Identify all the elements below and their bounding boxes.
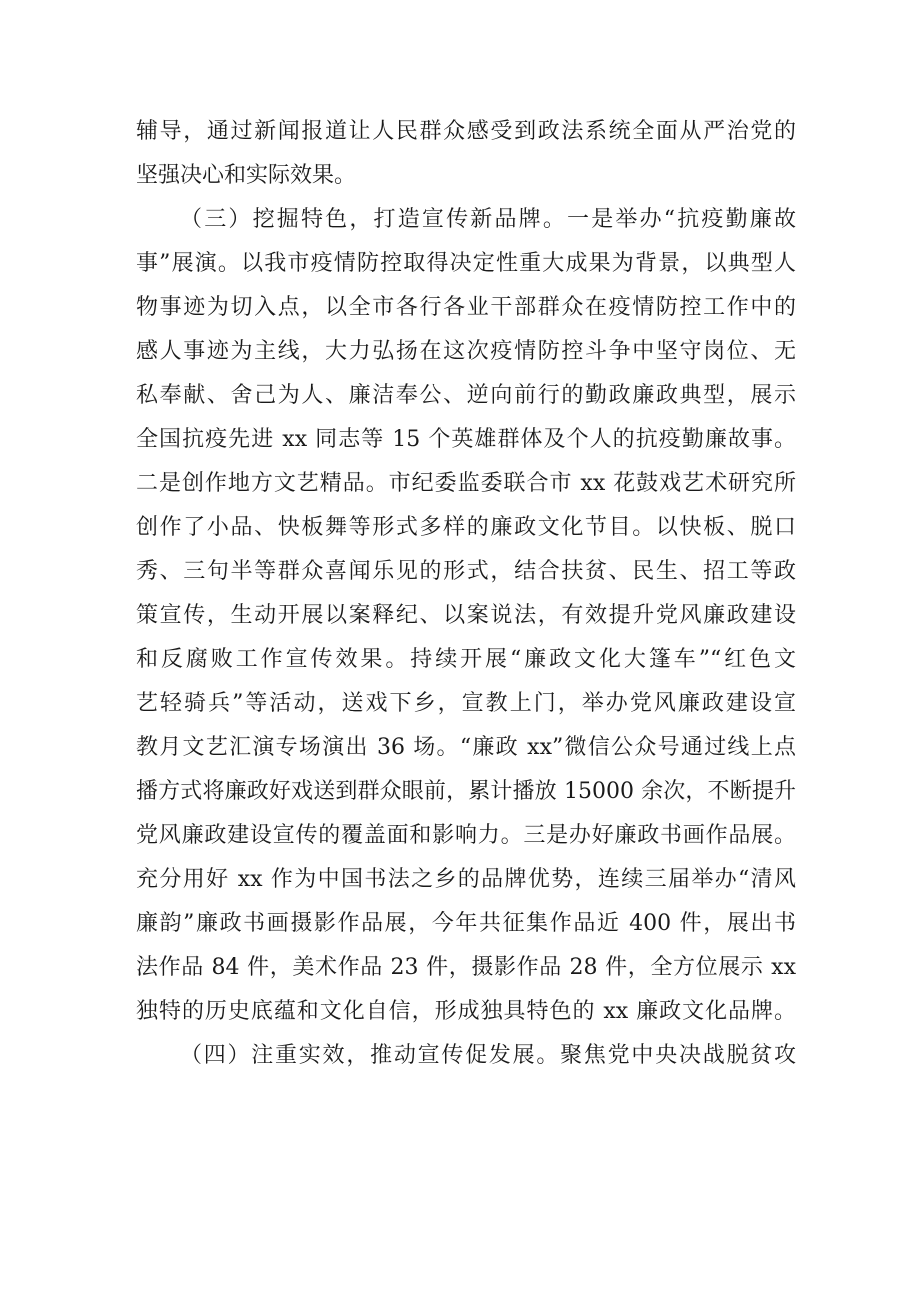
text-line: 教月文艺汇演专场演出 36 场。“廉政 xx”微信公众号通过线上点 bbox=[136, 735, 796, 760]
text-line: 感人事迹为主线，大力弘扬在这次疫情防控斗争中坚守岗位、无 bbox=[136, 339, 796, 364]
text-line: 辅导，通过新闻报道让人民群众感受到政法系统全面从严治党的 bbox=[136, 119, 796, 144]
text-line: 秀、三句半等群众喜闻乐见的形式，结合扶贫、民生、招工等政 bbox=[136, 559, 796, 584]
text-line: 策宣传，生动开展以案释纪、以案说法，有效提升党风廉政建设 bbox=[136, 603, 796, 628]
text-line: 播方式将廉政好戏送到群众眼前，累计播放 15000 余次，不断提升 bbox=[136, 779, 796, 804]
text-line: 法作品 84 件，美术作品 23 件，摄影作品 28 件，全方位展示 xx bbox=[136, 955, 796, 980]
text-line: 艺轻骑兵”等活动，送戏下乡，宣教上门，举办党风廉政建设宣 bbox=[136, 691, 796, 716]
section-heading-line: （四）注重实效，推动宣传促发展。聚焦党中央决战脱贫攻 bbox=[180, 1043, 796, 1068]
document-body bbox=[136, 110, 796, 1078]
text-line: 和反腐败工作宣传效果。持续开展“廉政文化大篷车”“红色文 bbox=[136, 647, 796, 672]
text-line: 二是创作地方文艺精品。市纪委监委联合市 xx 花鼓戏艺术研究所 bbox=[136, 471, 796, 496]
text-line: 物事迹为切入点，以全市各行各业干部群众在疫情防控工作中的 bbox=[136, 295, 796, 320]
text-line: 事”展演。以我市疫情防控取得决定性重大成果为背景，以典型人 bbox=[136, 251, 796, 276]
text-line: 独特的历史底蕴和文化自信，形成独具特色的 xx 廉政文化品牌。 bbox=[136, 999, 796, 1024]
text-line: 私奉献、舍己为人、廉洁奉公、逆向前行的勤政廉政典型，展示 bbox=[136, 383, 796, 408]
section-heading-line: （三）挖掘特色，打造宣传新品牌。一是举办“抗疫勤廉故 bbox=[180, 207, 796, 232]
text-line: 创作了小品、快板舞等形式多样的廉政文化节目。以快板、脱口 bbox=[136, 515, 796, 540]
text-line: 党风廉政建设宣传的覆盖面和影响力。三是办好廉政书画作品展。 bbox=[136, 823, 796, 848]
text-line: 坚强决心和实际效果。 bbox=[136, 163, 357, 188]
text-line: 廉韵”廉政书画摄影作品展，今年共征集作品近 400 件，展出书 bbox=[136, 911, 796, 936]
text-line: 充分用好 xx 作为中国书法之乡的品牌优势，连续三届举办“清风 bbox=[136, 867, 796, 892]
text-line: 全国抗疫先进 xx 同志等 15 个英雄群体及个人的抗疫勤廉故事。 bbox=[136, 427, 796, 452]
